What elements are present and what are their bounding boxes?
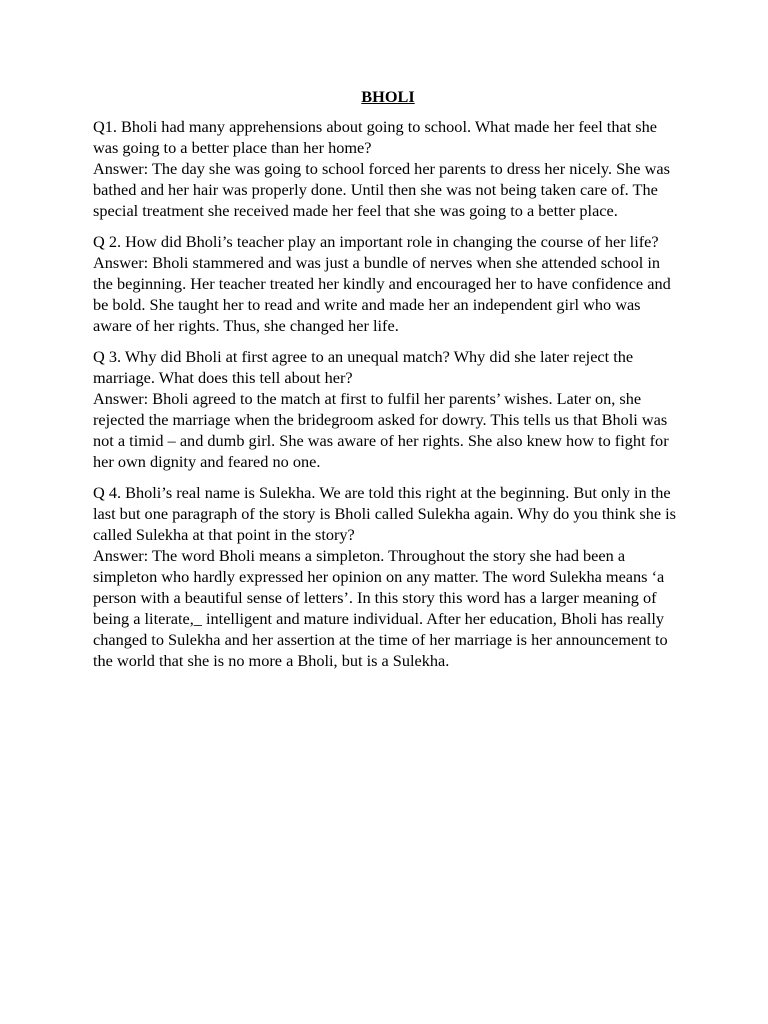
qa-block-1 bbox=[93, 116, 683, 221]
document-page bbox=[93, 86, 683, 681]
question-text: Q1. Bholi had many apprehensions about going to school. What made her feel that she was going to a better place than her home? bbox=[93, 117, 657, 157]
document-title: BHOLI bbox=[361, 87, 415, 106]
answer-text: Answer: The day she was going to school forced her parents to dress her nicely. She was bathed and her hair was properly done. Until then she was not being taken care of. The special treatment she received made her feel that she was going to a better place. bbox=[93, 159, 670, 220]
answer-text: Answer: Bholi stammered and was just a bundle of nerves when she attended school in the beginning. Her teacher treated her kindly and encouraged her to have confidence and be bold. She taught her to read and write and made her an independent girl who was aware of her rights. Thus, she changed her life. bbox=[93, 253, 671, 335]
qa-block-4 bbox=[93, 482, 683, 671]
answer-text: Answer: The word Bholi means a simpleton. Throughout the story she had been a simpleton who hardly expressed her opinion on any matter. The word Sulekha means ‘a person with a beautiful sense of letters’. In this story this word has a larger meaning of being a literate,_ intelligent and mature individual. After her education, Bholi has really changed to Sulekha and her assertion at the time of her marriage is her announcement to the world that she is no more a Bholi, but is a Sulekha. bbox=[93, 546, 668, 670]
answer-text: Answer: Bholi agreed to the match at first to fulfil her parents’ wishes. Later on, she rejected the marriage when the bridegroom asked for dowry. This tells us that Bholi was not a timid – and dumb girl. She was aware of her rights. She also knew how to fight for her own dignity and feared no one. bbox=[93, 389, 669, 471]
question-text: Q 3. Why did Bholi at first agree to an unequal match? Why did she later reject the marriage. What does this tell about her? bbox=[93, 347, 634, 387]
qa-block-2 bbox=[93, 231, 683, 336]
qa-block-3 bbox=[93, 346, 683, 472]
question-text: Q 4. Bholi’s real name is Sulekha. We are told this right at the beginning. But only in the last but one paragraph of the story is Bholi called Sulekha again. Why do you think she is called Sulekha at that point in the story? bbox=[93, 483, 677, 544]
question-text: Q 2. How did Bholi’s teacher play an important role in changing the course of her life? bbox=[93, 232, 659, 251]
